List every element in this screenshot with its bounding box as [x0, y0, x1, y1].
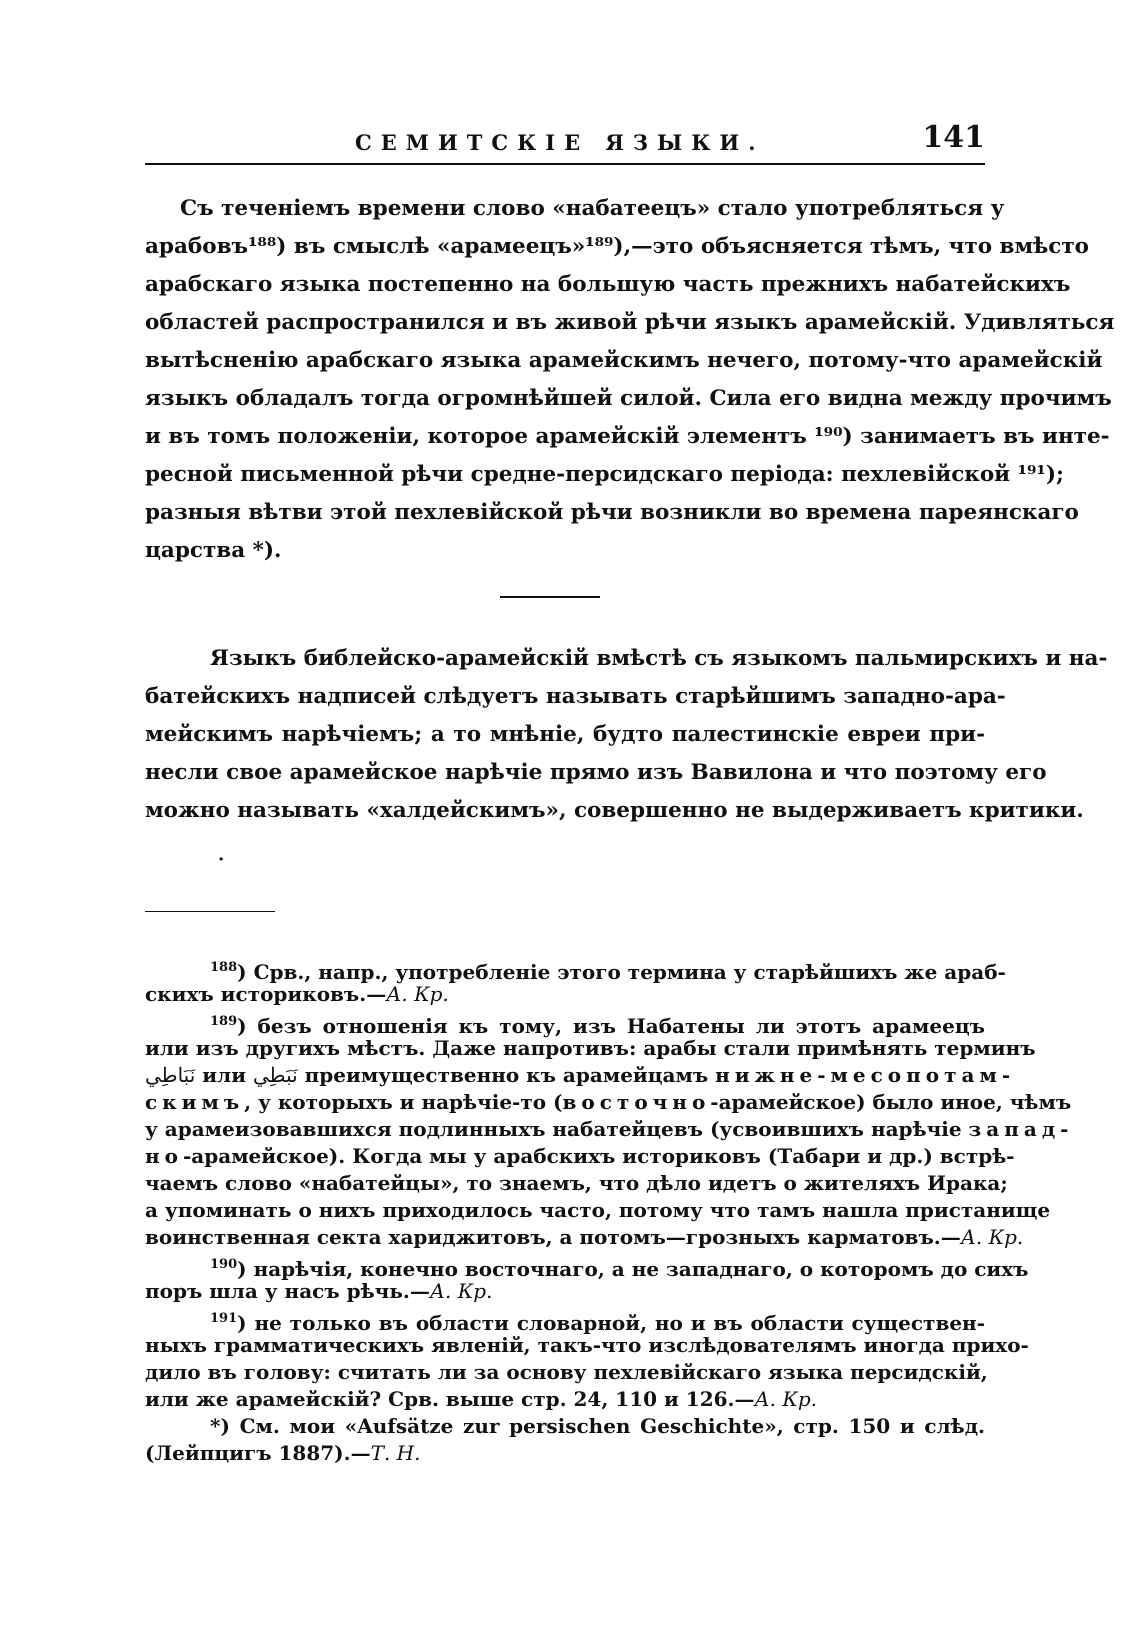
footnote-line — [145, 1386, 985, 1413]
footnote-star — [145, 1413, 985, 1440]
footnote-author: А. Кр. — [960, 1225, 1024, 1249]
footnote-line: дило въ голову: считать ли за основу пехлевійскаго языка персидскій, — [145, 1360, 988, 1384]
stray-dot: · — [218, 849, 225, 870]
paragraph-line: арабовъ¹⁸⁸) въ смыслѣ «арамеецъ»¹⁸⁹),—это объясняется тѣмъ, что вмѣсто — [145, 234, 1090, 259]
paragraph-line: арабскаго языка постепенно на большую часть прежнихъ набатейскихъ — [145, 272, 1071, 297]
paragraph-line: несли свое арамейское нарѣчіе прямо изъ Вавилона и что поэтому его — [145, 760, 1047, 785]
footnotes — [145, 954, 1074, 1467]
footnote-line: ныхъ грамматическихъ явленій, такъ-что изслѣдователямъ иногда прихо- — [145, 1333, 1029, 1357]
footnote-line — [145, 1440, 985, 1467]
footnote-text: -арамейское) было иное, чѣмъ — [710, 1090, 1072, 1114]
footnote-text: (Лейпцигъ 1887).— — [145, 1441, 371, 1465]
footnote-text: скихъ историковъ.— — [145, 982, 387, 1006]
footnote-line — [145, 1224, 1024, 1251]
footnote-author: А. Кр. — [386, 982, 449, 1006]
footnote-text: или же арамейскій? Срв. выше стр. 24, 110 и 126.— — [145, 1387, 755, 1411]
page-number: 141 — [922, 120, 985, 155]
spaced-term: нижне-месопотам- — [715, 1063, 1016, 1087]
footnote-text: ) нарѣчія, конечно восточнаго, а не западнаго, о которомъ до сихъ — [237, 1257, 1029, 1281]
spaced-term: запад- — [968, 1117, 1074, 1141]
paragraph-line: Языкъ библейско-арамейскій вмѣстѣ съ языкомъ пальмирскихъ и на- — [210, 646, 1108, 671]
footnote-188 — [145, 954, 1006, 984]
footnote-author: А. Кр. — [754, 1387, 817, 1411]
spaced-term: скимъ — [145, 1090, 245, 1114]
footnote-line: а упоминать о нихъ приходилось часто, потому что тамъ нашла пристанище — [145, 1198, 1051, 1222]
paragraph-line: разныя вѣтви этой пехлевійской рѣчи возникли во времена пареянскаго — [145, 500, 1079, 525]
footnote-text: -арамейское). Когда мы у арабскихъ историковъ (Табари и др.) встрѣ- — [182, 1144, 1015, 1168]
footnote-text: ) безъ отношенія къ тому, изъ Набатены ли этотъ арамеецъ — [237, 1014, 985, 1038]
footnote-189 — [145, 1008, 985, 1038]
footnote-line — [145, 1062, 1016, 1089]
paragraph-line: ресной письменной рѣчи средне-персидскаго періода: пехлевійской ¹⁹¹); — [145, 462, 1064, 487]
paragraph-line: областей распространился и въ живой рѣчи языкъ арамейскій. Удивляться — [145, 310, 1115, 335]
paragraph-line: вытѣсненію арабскаго языка арамейскимъ нечего, потому-что арамейскій — [145, 348, 1103, 373]
footnote-marker: 188 — [210, 960, 238, 975]
spaced-term: восточно — [562, 1090, 711, 1114]
footnote-text: ) не только въ области словарной, но и въ области существен- — [237, 1311, 985, 1335]
paragraph-line: языкъ обладалъ тогда огромнѣйшей силой. Сила его видна между прочимъ — [145, 386, 1112, 411]
paragraph-1 — [145, 190, 1115, 570]
header-rule — [145, 163, 985, 165]
paragraph-2 — [145, 640, 1108, 830]
footnote-marker: 190 — [210, 1257, 238, 1272]
footnote-190 — [145, 1251, 1029, 1281]
footnote-marker: * — [210, 1414, 221, 1438]
footnote-line — [145, 1116, 1074, 1143]
footnote-text: воинственная секта хариджитовъ, а потомъ—грозныхъ карматовъ.— — [145, 1225, 961, 1249]
running-head — [145, 118, 985, 158]
paragraph-line: и въ томъ положеніи, которое арамейскій элементъ ¹⁹⁰) занимаетъ въ инте- — [145, 424, 1110, 449]
footnote-marker: 191 — [210, 1311, 238, 1326]
footnote-line — [145, 1143, 1015, 1170]
footnote-line — [145, 1089, 1072, 1116]
footnote-text: , у которыхъ и нарѣчіе-то ( — [244, 1090, 563, 1114]
footnote-text: у арамеизовавшихся подлинныхъ набатейцевъ (усвоившихъ нарѣчіе — [145, 1117, 962, 1141]
footnote-text: или — [202, 1063, 247, 1087]
arabic-term: نَبَطِي — [253, 1063, 298, 1087]
footnote-rule — [145, 911, 275, 912]
paragraph-line: можно называть «халдейскимъ», совершенно не выдерживаетъ критики. — [145, 798, 1084, 823]
section-divider — [500, 596, 600, 598]
footnote-line — [145, 981, 985, 1008]
spaced-term: но — [145, 1144, 183, 1168]
footnote-marker: 189 — [210, 1014, 238, 1029]
paragraph-line: царства *). — [145, 538, 282, 563]
footnote-text: преимущественно къ арамейцамъ — [304, 1063, 709, 1087]
footnote-text: ) Срв., напр., употребленіе этого термина у старѣйшихъ же араб- — [237, 960, 1006, 984]
running-title: СЕМИТСКІЕ ЯЗЫКИ. — [355, 130, 765, 155]
paragraph-line: батейскихъ надписей слѣдуетъ называть старѣйшимъ западно-ара- — [145, 684, 1006, 709]
footnote-text: поръ шла у насъ рѣчь.— — [145, 1279, 430, 1303]
paragraph-line: Съ теченіемъ времени слово «набатеецъ» стало употребляться у — [180, 196, 1005, 221]
footnote-text: ) См. мои «Aufsätze zur persischen Geschichte», стр. 150 и слѣд. — [220, 1414, 985, 1438]
footnote-line — [145, 1278, 985, 1305]
footnote-191 — [145, 1305, 985, 1335]
footnote-author: А. Кр. — [429, 1279, 493, 1303]
paragraph-line: мейскимъ нарѣчіемъ; а то мнѣніе, будто палестинскіе евреи при- — [145, 722, 985, 747]
footnote-line: или изъ другихъ мѣстъ. Даже напротивъ: арабы стали примѣнять терминъ — [145, 1036, 1036, 1060]
footnote-line: чаемъ слово «набатейцы», то знаемъ, что дѣло идетъ о жителяхъ Ирака; — [145, 1171, 1008, 1195]
footnote-author: Т. Н. — [370, 1441, 421, 1465]
arabic-term: نَبَاطِي — [145, 1063, 196, 1087]
